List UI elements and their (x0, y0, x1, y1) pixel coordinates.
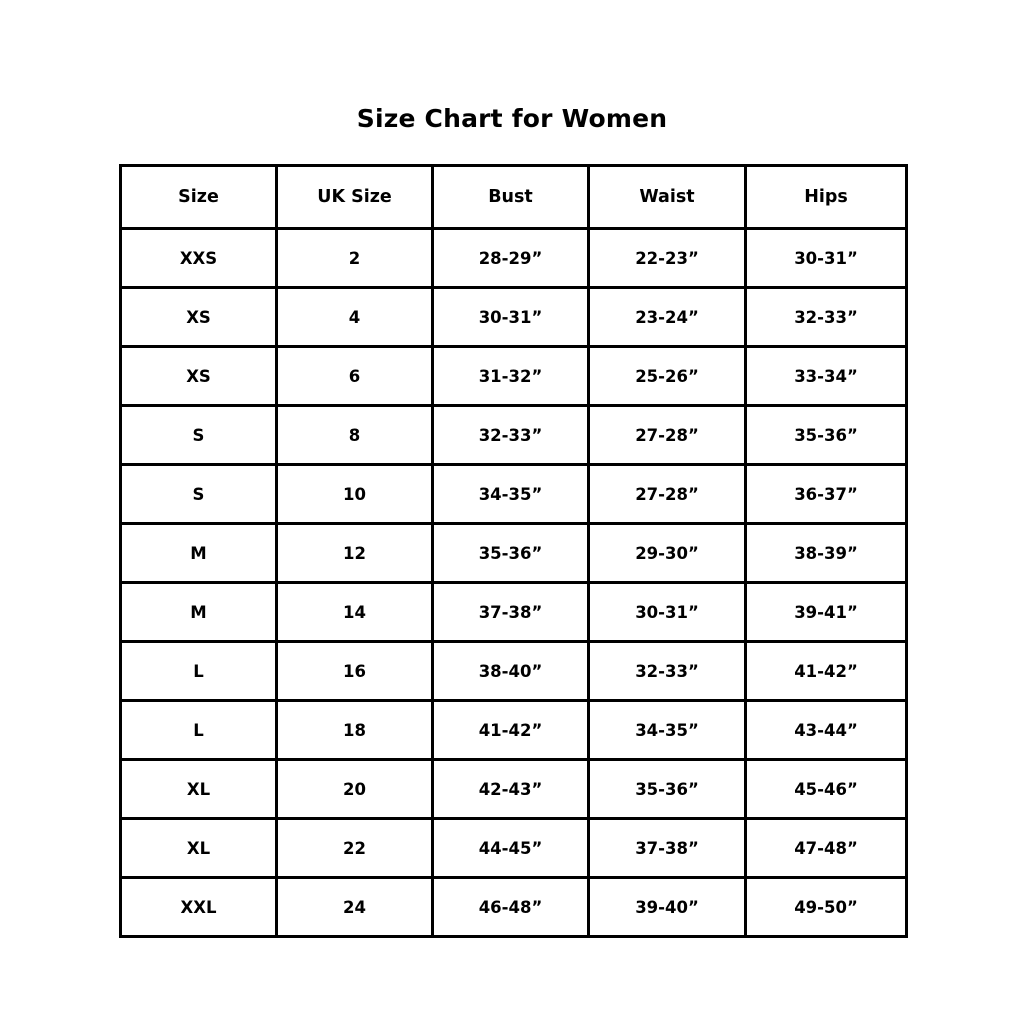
cell-uk-size: 2 (277, 229, 433, 288)
cell-hips: 33-34” (746, 347, 907, 406)
cell-hips: 35-36” (746, 406, 907, 465)
cell-waist: 32-33” (589, 642, 746, 701)
column-header-waist: Waist (589, 166, 746, 229)
cell-uk-size: 4 (277, 288, 433, 347)
cell-waist: 39-40” (589, 878, 746, 937)
table-row (121, 701, 907, 760)
table-row (121, 465, 907, 524)
table-row (121, 878, 907, 937)
cell-waist: 27-28” (589, 406, 746, 465)
table-row (121, 288, 907, 347)
column-header-size: Size (121, 166, 277, 229)
cell-hips: 43-44” (746, 701, 907, 760)
column-header-bust: Bust (433, 166, 589, 229)
table-row (121, 229, 907, 288)
table-row (121, 760, 907, 819)
page-title: Size Chart for Women (356, 104, 668, 133)
cell-uk-size: 8 (277, 406, 433, 465)
table-header (121, 166, 907, 229)
cell-bust: 44-45” (433, 819, 589, 878)
column-header-uk-size: UK Size (277, 166, 433, 229)
cell-uk-size: 20 (277, 760, 433, 819)
cell-hips: 49-50” (746, 878, 907, 937)
cell-hips: 45-46” (746, 760, 907, 819)
cell-bust: 46-48” (433, 878, 589, 937)
table-row (121, 583, 907, 642)
cell-waist: 23-24” (589, 288, 746, 347)
cell-waist: 25-26” (589, 347, 746, 406)
cell-size: S (121, 465, 277, 524)
cell-bust: 30-31” (433, 288, 589, 347)
cell-uk-size: 14 (277, 583, 433, 642)
cell-uk-size: 18 (277, 701, 433, 760)
cell-bust: 28-29” (433, 229, 589, 288)
cell-size: XL (121, 819, 277, 878)
cell-hips: 32-33” (746, 288, 907, 347)
cell-size: XS (121, 288, 277, 347)
cell-waist: 35-36” (589, 760, 746, 819)
cell-waist: 37-38” (589, 819, 746, 878)
size-chart-table-container (119, 164, 905, 938)
cell-waist: 30-31” (589, 583, 746, 642)
cell-hips: 39-41” (746, 583, 907, 642)
cell-uk-size: 24 (277, 878, 433, 937)
cell-waist: 27-28” (589, 465, 746, 524)
table-row (121, 642, 907, 701)
cell-hips: 38-39” (746, 524, 907, 583)
cell-size: M (121, 524, 277, 583)
cell-size: XL (121, 760, 277, 819)
table-row (121, 347, 907, 406)
cell-size: L (121, 701, 277, 760)
table-row (121, 819, 907, 878)
table-header-row (121, 166, 907, 229)
cell-size: XXL (121, 878, 277, 937)
column-header-hips: Hips (746, 166, 907, 229)
size-chart-table (119, 164, 908, 938)
cell-hips: 41-42” (746, 642, 907, 701)
cell-waist: 22-23” (589, 229, 746, 288)
cell-uk-size: 12 (277, 524, 433, 583)
cell-hips: 30-31” (746, 229, 907, 288)
cell-bust: 38-40” (433, 642, 589, 701)
cell-waist: 29-30” (589, 524, 746, 583)
table-row (121, 524, 907, 583)
cell-uk-size: 6 (277, 347, 433, 406)
cell-hips: 47-48” (746, 819, 907, 878)
cell-bust: 31-32” (433, 347, 589, 406)
cell-uk-size: 10 (277, 465, 433, 524)
cell-size: XS (121, 347, 277, 406)
cell-bust: 35-36” (433, 524, 589, 583)
cell-bust: 41-42” (433, 701, 589, 760)
cell-uk-size: 16 (277, 642, 433, 701)
cell-hips: 36-37” (746, 465, 907, 524)
cell-bust: 32-33” (433, 406, 589, 465)
cell-waist: 34-35” (589, 701, 746, 760)
table-row (121, 406, 907, 465)
cell-size: XXS (121, 229, 277, 288)
cell-size: S (121, 406, 277, 465)
cell-bust: 42-43” (433, 760, 589, 819)
cell-bust: 37-38” (433, 583, 589, 642)
cell-uk-size: 22 (277, 819, 433, 878)
cell-bust: 34-35” (433, 465, 589, 524)
cell-size: L (121, 642, 277, 701)
table-body (121, 229, 907, 937)
cell-size: M (121, 583, 277, 642)
